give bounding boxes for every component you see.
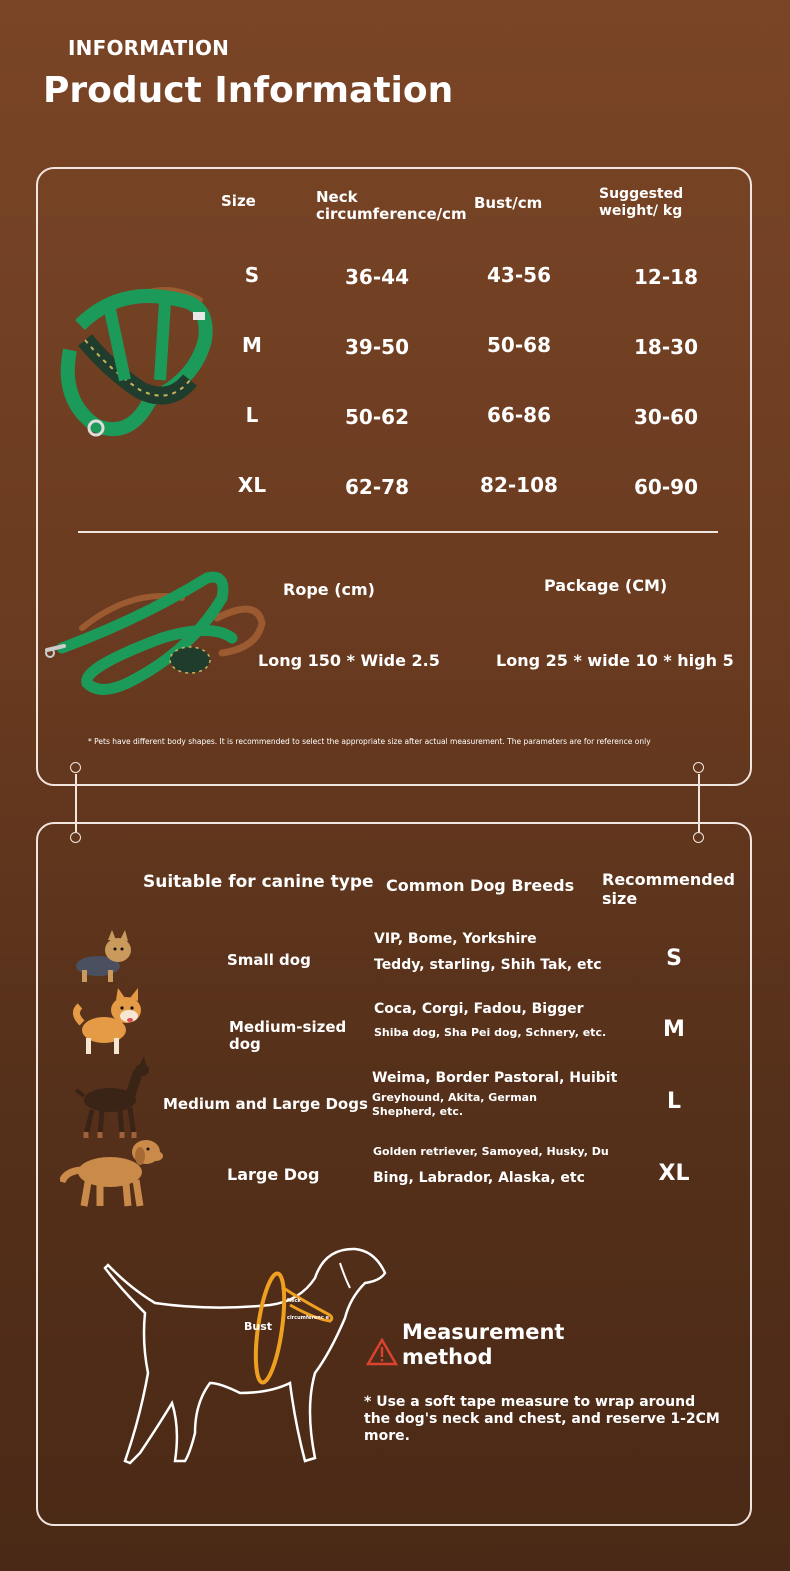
recommended-size: S bbox=[666, 946, 682, 971]
header-weight: Suggested weight/ kg bbox=[599, 186, 684, 219]
harness-image bbox=[50, 270, 220, 445]
golden-retriever-icon bbox=[60, 1130, 165, 1210]
breed-line: Shiba dog, Sha Pei dog, Schnery, etc. bbox=[374, 1026, 607, 1039]
circumference-label: circumferenc e bbox=[287, 1315, 329, 1321]
measurement-instructions: * Use a soft tape measure to wrap around the dog's neck and chest, and reserve 1-2CM more. bbox=[364, 1394, 720, 1444]
size-cell: XL bbox=[237, 473, 267, 497]
weight-cell: 30-60 bbox=[634, 405, 698, 429]
section-eyebrow: INFORMATION bbox=[68, 36, 230, 60]
neck-cell: 50-62 bbox=[345, 405, 409, 429]
canine-type: Medium-sized dog bbox=[229, 1018, 347, 1053]
breed-line: Bing, Labrador, Alaska, etc bbox=[373, 1170, 585, 1186]
canine-type: Medium and Large Dogs bbox=[163, 1095, 368, 1113]
header-bust: Bust/cm bbox=[474, 194, 543, 212]
neck-cell: 62-78 bbox=[345, 475, 409, 499]
header-neck: Neck circumference/cm bbox=[316, 188, 467, 223]
rope-value: Long 150 * Wide 2.5 bbox=[258, 651, 440, 670]
package-value: Long 25 * wide 10 * high 5 bbox=[496, 651, 734, 670]
canine-type: Large Dog bbox=[227, 1165, 320, 1184]
page-title: Product Information bbox=[43, 70, 454, 111]
dog-measurement-diagram bbox=[100, 1243, 395, 1468]
footnote: * Pets have different body shapes. It is recommended to select the appropriate size after actual measurement. The parameters are for reference only bbox=[88, 737, 651, 746]
weight-cell: 12-18 bbox=[634, 265, 698, 289]
warning-icon bbox=[366, 1338, 398, 1366]
canine-type: Small dog bbox=[227, 951, 311, 969]
weight-cell: 60-90 bbox=[634, 475, 698, 499]
divider bbox=[78, 531, 718, 533]
breed-line: Teddy, starling, Shih Tak, etc bbox=[374, 957, 602, 973]
shiba-inu-icon bbox=[72, 988, 150, 1058]
connector-dot bbox=[70, 762, 81, 773]
size-cell: S bbox=[244, 263, 260, 287]
rope-label: Rope (cm) bbox=[283, 580, 375, 599]
breed-line: Greyhound, Akita, German Shepherd, etc. bbox=[372, 1091, 537, 1118]
header-size: Size bbox=[221, 192, 256, 210]
connector-dot bbox=[693, 762, 704, 773]
neck-label: Neck bbox=[287, 1298, 301, 1304]
package-label: Package (CM) bbox=[544, 576, 668, 595]
recommended-size: M bbox=[663, 1017, 685, 1042]
bust-label: Bust bbox=[244, 1320, 273, 1333]
neck-cell: 36-44 bbox=[345, 265, 409, 289]
header-recommended: Recommended size bbox=[602, 870, 735, 908]
breed-line: VIP, Bome, Yorkshire bbox=[374, 931, 537, 947]
header-canine-type: Suitable for canine type bbox=[143, 872, 374, 892]
recommended-size: L bbox=[666, 1089, 682, 1114]
weight-cell: 18-30 bbox=[634, 335, 698, 359]
bust-cell: 50-68 bbox=[487, 333, 551, 357]
size-cell: M bbox=[242, 333, 262, 357]
yorkshire-terrier-icon bbox=[70, 928, 142, 986]
header-breeds: Common Dog Breeds bbox=[386, 876, 575, 895]
size-cell: L bbox=[245, 403, 259, 427]
breed-line: Weima, Border Pastoral, Huibit bbox=[372, 1070, 618, 1086]
recommended-size: XL bbox=[658, 1161, 690, 1186]
bust-cell: 82-108 bbox=[480, 473, 558, 497]
measurement-title: Measurement method bbox=[402, 1320, 565, 1369]
leash-image bbox=[42, 568, 267, 708]
bust-cell: 43-56 bbox=[487, 263, 551, 287]
breed-line: Golden retriever, Samoyed, Husky, Du bbox=[373, 1145, 609, 1158]
breed-line: Coca, Corgi, Fadou, Bigger bbox=[374, 1001, 584, 1017]
neck-cell: 39-50 bbox=[345, 335, 409, 359]
bust-cell: 66-86 bbox=[487, 403, 551, 427]
